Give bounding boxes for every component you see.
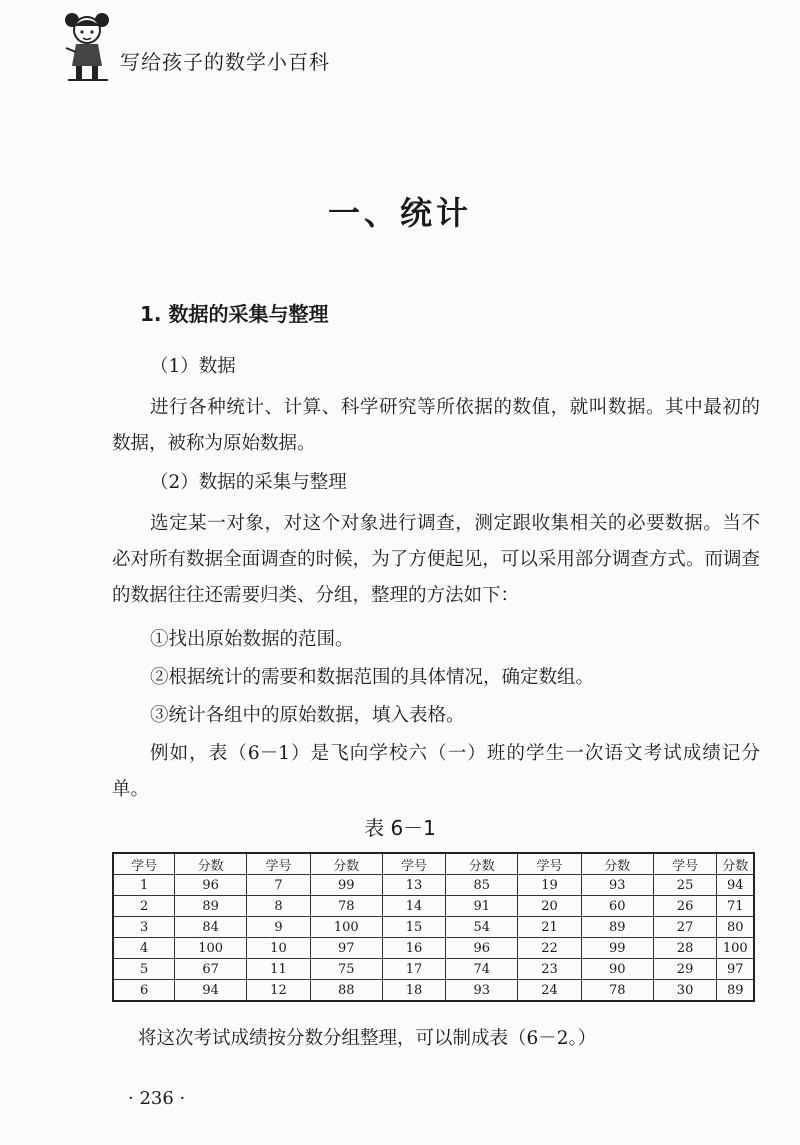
table-cell: 23: [518, 959, 582, 980]
table-cell: 20: [518, 896, 582, 917]
table-cell: 8: [247, 896, 311, 917]
table-cell: 93: [581, 875, 653, 896]
table-cell: 11: [247, 959, 311, 980]
column-header: 分数: [717, 853, 754, 875]
step-item: ③统计各组中的原始数据，填入表格。: [150, 705, 465, 726]
table-cell: 96: [175, 875, 247, 896]
table-cell: 78: [581, 980, 653, 1002]
table-cell: 94: [175, 980, 247, 1002]
table-cell: 18: [382, 980, 446, 1002]
subheading-collection: （2）数据的采集与整理: [150, 472, 347, 493]
table-cell: 85: [446, 875, 518, 896]
table-cell: 71: [717, 896, 754, 917]
table-cell: 84: [175, 917, 247, 938]
chapter-title: 一、统计: [327, 194, 472, 232]
table-cell: 5: [113, 959, 175, 980]
table-row: [113, 959, 754, 980]
table-cell: 22: [518, 938, 582, 959]
table-header-row: [113, 853, 754, 875]
table-cell: 67: [175, 959, 247, 980]
table-cell: 89: [581, 917, 653, 938]
table-cell: 89: [175, 896, 247, 917]
column-header: 分数: [446, 853, 518, 875]
table-cell: 54: [446, 917, 518, 938]
series-title: 写给孩子的数学小百科: [120, 50, 330, 74]
paragraph-collection: 选定某一对象，对这个对象进行调查，测定跟收集相关的必要数据。当不必对所有数据全面调查的时候，为了方便起见，可以采用部分调查方式。而调查的数据往往还需要归类、分组，整理的方法如下：: [112, 513, 760, 606]
table-cell: 4: [113, 938, 175, 959]
table-cell: 96: [446, 938, 518, 959]
table-row: [113, 896, 754, 917]
step-item: ②根据统计的需要和数据范围的具体情况，确定数组。: [150, 667, 595, 688]
table-cell: 16: [382, 938, 446, 959]
table-cell: 28: [653, 938, 717, 959]
table-cell: 97: [717, 959, 754, 980]
table-row: [113, 980, 754, 1002]
table-cell: 2: [113, 896, 175, 917]
table-cell: 88: [310, 980, 382, 1002]
score-table: [112, 852, 755, 1002]
table-cell: 74: [446, 959, 518, 980]
table-cell: 89: [717, 980, 754, 1002]
table-cell: 7: [247, 875, 311, 896]
table-cell: 60: [581, 896, 653, 917]
table-cell: 26: [653, 896, 717, 917]
paragraph-example: 例如，表（6－1）是飞向学校六（一）班的学生一次语文考试成绩记分单。: [112, 743, 760, 800]
table-cell: 99: [310, 875, 382, 896]
table-cell: 3: [113, 917, 175, 938]
table-cell: 1: [113, 875, 175, 896]
table-cell: 90: [581, 959, 653, 980]
table-cell: 10: [247, 938, 311, 959]
closing-sentence: 将这次考试成绩按分数分组整理，可以制成表（6－2。）: [138, 1028, 597, 1049]
table-cell: 99: [581, 938, 653, 959]
column-header: 学号: [653, 853, 717, 875]
table-caption: 表 6－1: [364, 816, 436, 840]
table-cell: 13: [382, 875, 446, 896]
table-row: [113, 875, 754, 896]
girl-mascot-icon: [58, 8, 118, 84]
table-cell: 6: [113, 980, 175, 1002]
subheading-data: （1）数据: [150, 356, 236, 377]
table-cell: 75: [310, 959, 382, 980]
column-header: 学号: [247, 853, 311, 875]
section-title: 1. 数据的采集与整理: [140, 302, 329, 326]
column-header: 分数: [310, 853, 382, 875]
table-cell: 100: [717, 938, 754, 959]
paragraph-data-definition: 进行各种统计、计算、科学研究等所依据的数值，就叫数据。其中最初的数据，被称为原始数据。: [112, 397, 760, 454]
table-cell: 24: [518, 980, 582, 1002]
table-cell: 91: [446, 896, 518, 917]
table-row: [113, 938, 754, 959]
table-cell: 80: [717, 917, 754, 938]
table-cell: 94: [717, 875, 754, 896]
table-cell: 15: [382, 917, 446, 938]
column-header: 学号: [113, 853, 175, 875]
table-cell: 12: [247, 980, 311, 1002]
column-header: 学号: [518, 853, 582, 875]
table-cell: 21: [518, 917, 582, 938]
table-cell: 100: [175, 938, 247, 959]
table-cell: 100: [310, 917, 382, 938]
column-header: 分数: [581, 853, 653, 875]
table-cell: 17: [382, 959, 446, 980]
table-cell: 78: [310, 896, 382, 917]
table-cell: 25: [653, 875, 717, 896]
table-cell: 97: [310, 938, 382, 959]
column-header: 学号: [382, 853, 446, 875]
page-number: · 236 ·: [128, 1088, 186, 1109]
table-cell: 19: [518, 875, 582, 896]
table-cell: 93: [446, 980, 518, 1002]
table-cell: 9: [247, 917, 311, 938]
table-cell: 29: [653, 959, 717, 980]
table-row: [113, 917, 754, 938]
table-cell: 30: [653, 980, 717, 1002]
step-item: ①找出原始数据的范围。: [150, 629, 354, 650]
column-header: 分数: [175, 853, 247, 875]
table-cell: 14: [382, 896, 446, 917]
table-cell: 27: [653, 917, 717, 938]
